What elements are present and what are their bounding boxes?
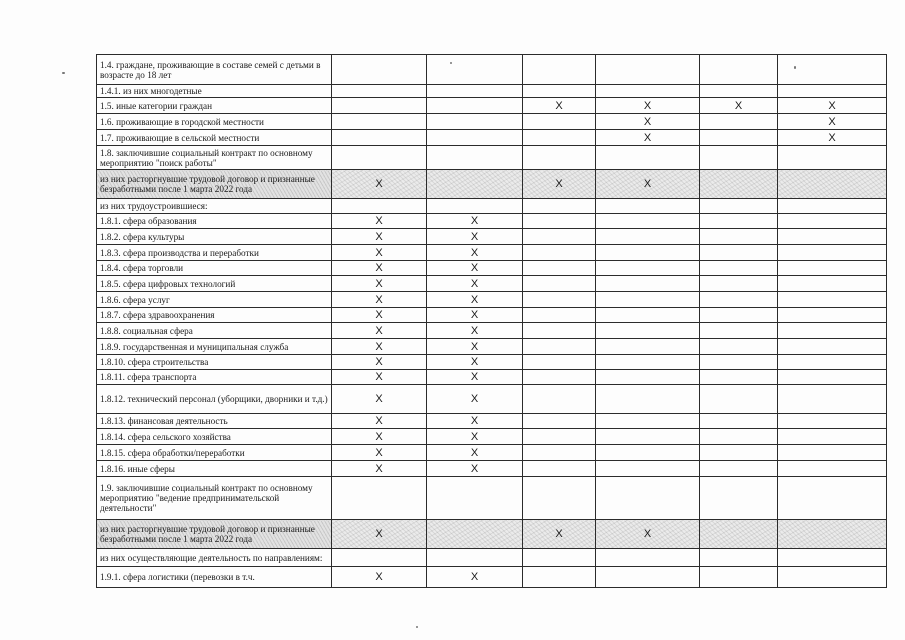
mark-cell: X [523,520,596,549]
table-row [97,229,887,245]
mark-cell: X [427,292,523,308]
mark-cell [778,520,887,549]
mark-cell [700,414,778,429]
table-row [97,85,887,98]
mark-cell [332,98,427,114]
mark-cell [778,261,887,276]
mark-cell [778,85,887,98]
mark-cell [700,429,778,445]
mark-cell: X [332,429,427,445]
row-label: 1.6. проживающие в городской местности [97,114,332,130]
mark-cell [778,461,887,477]
mark-cell: X [332,461,427,477]
mark-cell [523,385,596,414]
mark-cell [700,214,778,229]
mark-cell [700,370,778,385]
mark-cell [427,170,523,199]
mark-cell [596,461,700,477]
mark-cell [778,477,887,520]
mark-cell [523,261,596,276]
row-label: 1.5. иные категории граждан [97,98,332,114]
table-row [97,429,887,445]
mark-cell [700,520,778,549]
mark-cell [596,445,700,461]
mark-cell [700,130,778,146]
mark-cell [332,130,427,146]
mark-cell [523,429,596,445]
mark-cell: X [778,98,887,114]
mark-cell [778,55,887,85]
mark-cell: X [427,370,523,385]
mark-cell [778,339,887,355]
mark-cell [523,55,596,85]
mark-cell [596,414,700,429]
scan-speck [62,72,65,74]
mark-cell [778,229,887,245]
mark-cell: X [332,414,427,429]
row-label: 1.8.13. финансовая деятельность [97,414,332,429]
table-row [97,355,887,370]
table-row [97,276,887,292]
mark-cell: X [332,567,427,588]
row-label: 1.8.9. государственная и муниципальная служба [97,339,332,355]
mark-cell [700,276,778,292]
report-table-body [97,55,887,588]
report-table [96,54,887,588]
mark-cell [332,114,427,130]
table-row [97,199,887,214]
mark-cell [700,114,778,130]
mark-cell [596,276,700,292]
row-label: из них трудоустроившиеся: [97,199,332,214]
mark-cell: X [427,429,523,445]
mark-cell: X [427,567,523,588]
row-label: 1.8.15. сфера обработки/переработки [97,445,332,461]
mark-cell [700,199,778,214]
mark-cell: X [332,370,427,385]
mark-cell [427,146,523,170]
mark-cell [523,199,596,214]
mark-cell [427,55,523,85]
mark-cell [700,261,778,276]
mark-cell [700,355,778,370]
mark-cell: X [332,520,427,549]
mark-cell [778,549,887,567]
mark-cell [596,214,700,229]
row-label: 1.8.7. сфера здравоохранения [97,308,332,323]
row-label: 1.8.1. сфера образования [97,214,332,229]
row-label: 1.8.10. сфера строительства [97,355,332,370]
mark-cell [778,245,887,261]
mark-cell [700,170,778,199]
mark-cell: X [596,170,700,199]
mark-cell [700,308,778,323]
table-row [97,477,887,520]
mark-cell [700,292,778,308]
row-label: 1.9.1. сфера логистики (перевозки в т.ч. [97,567,332,588]
mark-cell [523,114,596,130]
mark-cell [700,461,778,477]
table-row [97,245,887,261]
mark-cell [596,370,700,385]
mark-cell: X [596,114,700,130]
mark-cell [700,339,778,355]
mark-cell [596,261,700,276]
mark-cell [700,323,778,339]
mark-cell: X [332,170,427,199]
mark-cell [523,292,596,308]
mark-cell: X [778,130,887,146]
row-label: 1.4.1. из них многодетные [97,85,332,98]
row-label: 1.9. заключившие социальный контракт по основному мероприятию "ведение предпринимательской деятельности" [97,477,332,520]
mark-cell [596,429,700,445]
mark-cell [700,85,778,98]
mark-cell [596,308,700,323]
table-row [97,308,887,323]
mark-cell [700,55,778,85]
mark-cell [523,461,596,477]
table-row [97,292,887,308]
row-label: 1.8.5. сфера цифровых технологий [97,276,332,292]
mark-cell: X [778,114,887,130]
mark-cell [778,146,887,170]
mark-cell: X [596,98,700,114]
mark-cell [523,370,596,385]
mark-cell: X [596,130,700,146]
mark-cell [596,146,700,170]
mark-cell: X [523,170,596,199]
table-row [97,414,887,429]
mark-cell [700,477,778,520]
table-row [97,567,887,588]
table-row [97,461,887,477]
mark-cell [332,199,427,214]
mark-cell: X [332,355,427,370]
row-label: 1.8.12. технический персонал (уборщики, дворники и т.д.) [97,385,332,414]
mark-cell [332,55,427,85]
mark-cell [778,445,887,461]
mark-cell [700,549,778,567]
mark-cell: X [427,414,523,429]
mark-cell [778,308,887,323]
row-label: 1.8.2. сфера культуры [97,229,332,245]
mark-cell: X [332,385,427,414]
mark-cell [778,355,887,370]
row-label: 1.7. проживающие в сельской местности [97,130,332,146]
mark-cell [332,85,427,98]
row-label: 1.8.4. сфера торговли [97,261,332,276]
mark-cell [523,355,596,370]
table-row [97,323,887,339]
row-label: 1.8. заключившие социальный контракт по основному мероприятию "поиск работы" [97,146,332,170]
mark-cell: X [427,276,523,292]
mark-cell [778,199,887,214]
mark-cell [523,549,596,567]
mark-cell [332,146,427,170]
mark-cell [778,323,887,339]
mark-cell [523,245,596,261]
mark-cell: X [332,445,427,461]
mark-cell [596,567,700,588]
table-row [97,385,887,414]
mark-cell [332,477,427,520]
mark-cell [700,385,778,414]
mark-cell: X [332,292,427,308]
mark-cell [596,323,700,339]
mark-cell [427,98,523,114]
row-label: 1.8.3. сфера производства и переработки [97,245,332,261]
mark-cell: X [427,355,523,370]
mark-cell [523,214,596,229]
mark-cell [523,567,596,588]
mark-cell [523,229,596,245]
mark-cell [596,477,700,520]
mark-cell: X [427,308,523,323]
mark-cell [523,445,596,461]
mark-cell: X [427,245,523,261]
table-row [97,520,887,549]
mark-cell [596,245,700,261]
mark-cell [778,429,887,445]
mark-cell [332,549,427,567]
row-label: 1.8.14. сфера сельского хозяйства [97,429,332,445]
mark-cell [700,445,778,461]
mark-cell: X [332,339,427,355]
mark-cell [427,520,523,549]
mark-cell [523,477,596,520]
mark-cell: X [427,461,523,477]
row-label: 1.8.8. социальная сфера [97,323,332,339]
mark-cell [700,567,778,588]
mark-cell: X [427,229,523,245]
mark-cell [427,549,523,567]
mark-cell: X [427,214,523,229]
mark-cell [427,477,523,520]
row-label: 1.8.11. сфера транспорта [97,370,332,385]
table-row [97,214,887,229]
mark-cell [523,276,596,292]
table-row [97,98,887,114]
mark-cell: X [427,261,523,276]
mark-cell: X [427,385,523,414]
mark-cell: X [427,445,523,461]
mark-cell: X [596,520,700,549]
mark-cell [778,370,887,385]
mark-cell [596,85,700,98]
mark-cell [523,339,596,355]
mark-cell [778,292,887,308]
row-label: 1.8.6. сфера услуг [97,292,332,308]
mark-cell: X [332,323,427,339]
mark-cell: X [332,229,427,245]
mark-cell [778,414,887,429]
table-row [97,261,887,276]
table-row [97,549,887,567]
mark-cell [427,199,523,214]
mark-cell: X [332,308,427,323]
row-label: из них расторгнувшие трудовой договор и признанные безработными после 1 марта 2022 года [97,170,332,199]
mark-cell: X [427,323,523,339]
mark-cell [523,146,596,170]
mark-cell [596,292,700,308]
table-row [97,130,887,146]
scan-speck [416,626,418,628]
mark-cell [427,85,523,98]
table-row [97,445,887,461]
table-row [97,170,887,199]
mark-cell [596,229,700,245]
mark-cell [778,385,887,414]
mark-cell [596,199,700,214]
mark-cell: X [332,245,427,261]
mark-cell [700,229,778,245]
mark-cell: X [332,261,427,276]
mark-cell [700,245,778,261]
mark-cell [523,130,596,146]
table-row [97,114,887,130]
table-row [97,370,887,385]
mark-cell: X [332,276,427,292]
mark-cell [700,146,778,170]
mark-cell [596,339,700,355]
mark-cell [778,214,887,229]
table-row [97,146,887,170]
table-row [97,55,887,85]
mark-cell [778,567,887,588]
mark-cell [427,114,523,130]
mark-cell [523,323,596,339]
row-label: из них расторгнувшие трудовой договор и признанные безработными после 1 марта 2022 года [97,520,332,549]
table-row [97,339,887,355]
mark-cell: X [700,98,778,114]
mark-cell: X [427,339,523,355]
mark-cell [778,276,887,292]
row-label: 1.8.16. иные сферы [97,461,332,477]
mark-cell [596,55,700,85]
mark-cell [523,414,596,429]
mark-cell [523,308,596,323]
row-label: из них осуществляющие деятельность по направлениям: [97,549,332,567]
mark-cell [596,549,700,567]
mark-cell [523,85,596,98]
row-label: 1.4. граждане, проживающие в составе семей с детьми в возрасте до 18 лет [97,55,332,85]
mark-cell [427,130,523,146]
mark-cell [596,355,700,370]
mark-cell [596,385,700,414]
mark-cell [778,170,887,199]
mark-cell: X [332,214,427,229]
mark-cell: X [523,98,596,114]
